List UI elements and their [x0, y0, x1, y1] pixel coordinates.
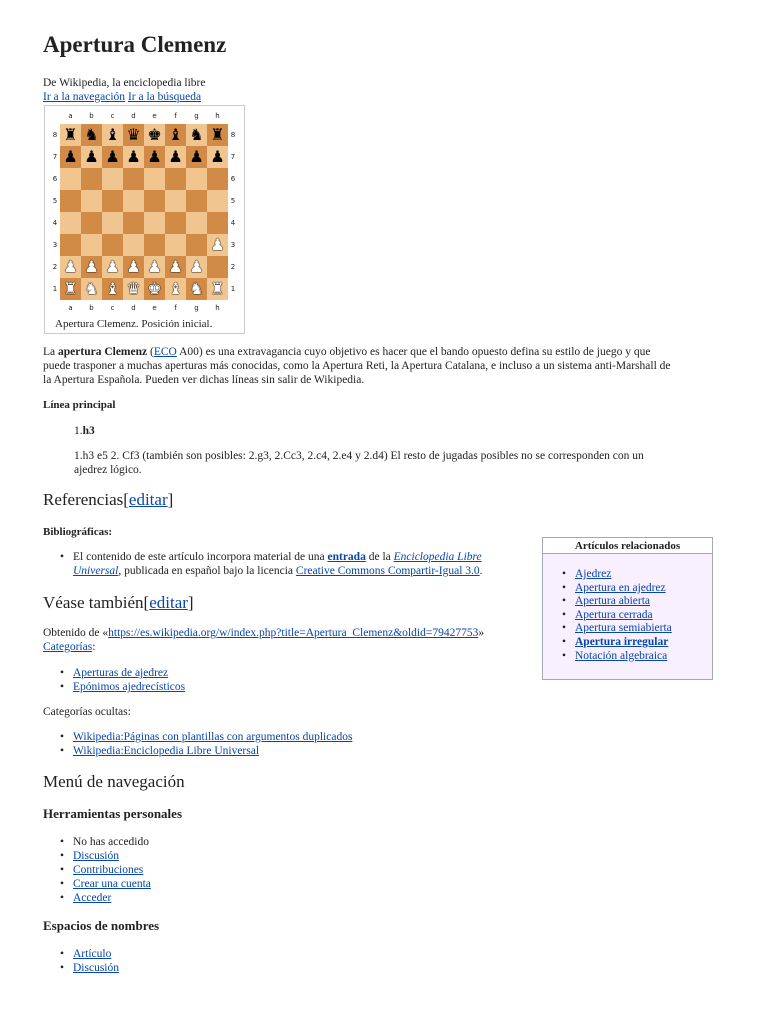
- list-item: • El contenido de este artículo incorpora material de una entrada de la Enciclopedia Libre: [43, 550, 533, 564]
- list-item: [545, 582, 672, 596]
- file-label: h: [215, 112, 220, 120]
- namespace-link[interactable]: Discusión: [73, 962, 119, 974]
- square-g1: [186, 278, 207, 300]
- white-pawn-icon: ♟: [189, 257, 204, 276]
- square-e5: [144, 190, 165, 212]
- article-subject: apertura Clemenz: [58, 346, 148, 358]
- personal-tools-list: [43, 835, 151, 905]
- black-pawn-icon: ♟: [105, 147, 120, 166]
- rank-label: 6: [52, 175, 58, 183]
- white-pawn-icon: ♟: [105, 257, 120, 276]
- related-article-link[interactable]: Notación algebraica: [575, 649, 668, 662]
- jump-search-link[interactable]: Ir a la búsqueda: [127, 91, 202, 103]
- line-desc-1: 1.h3 e5 2. Cf3 (también son posibles: 2.g3, 2.Cc3, 2.c4, 2.e4 y 2.d4) El resto de jugadas posibles no se corresponden con un: [74, 450, 644, 462]
- list-item: [545, 650, 672, 664]
- black-knight-icon: ♞: [189, 125, 204, 144]
- list-item: [545, 595, 672, 609]
- related-articles-box: [542, 537, 713, 680]
- file-label: a: [68, 112, 73, 120]
- rank-label: 1: [52, 285, 58, 293]
- namespaces-list: [43, 947, 119, 975]
- square-d7: [123, 146, 144, 168]
- file-label: g: [194, 112, 199, 120]
- linea-heading: Línea principal: [43, 399, 116, 411]
- rank-label: 7: [52, 153, 58, 161]
- hidden-category-link[interactable]: Wikipedia:Páginas con plantillas con argumentos duplicados: [73, 731, 353, 743]
- category-link[interactable]: Aperturas de ajedrez: [73, 667, 169, 679]
- white-pawn-icon: ♟: [168, 257, 183, 276]
- square-d4: [123, 212, 144, 234]
- file-label: e: [152, 112, 157, 120]
- namespaces-heading: Espacios de nombres: [43, 918, 160, 933]
- square-a2: [60, 256, 81, 278]
- permalink[interactable]: https://es.wikipedia.org/w/index.php?title=Apertura_Clemenz&oldid=79427753: [108, 627, 479, 639]
- black-knight-icon: ♞: [84, 125, 99, 144]
- eco-link[interactable]: ECO: [153, 346, 177, 358]
- list-item: [43, 877, 151, 891]
- black-pawn-icon: ♟: [63, 147, 78, 166]
- categories-list: [43, 666, 185, 694]
- square-b7: [81, 146, 102, 168]
- category-link[interactable]: Epónimos ajedrecísticos: [73, 681, 186, 693]
- namespace-link[interactable]: Artículo: [73, 948, 112, 960]
- square-h1: [207, 278, 228, 300]
- square-a3: [60, 234, 81, 256]
- white-pawn-icon: ♟: [63, 257, 78, 276]
- white-queen-icon: ♛: [126, 279, 141, 298]
- file-label: c: [110, 304, 115, 312]
- personal-tool-link[interactable]: Discusión: [73, 850, 119, 862]
- rank-label: 3: [52, 241, 58, 249]
- square-d3: [123, 234, 144, 256]
- black-pawn-icon: ♟: [210, 147, 225, 166]
- file-label: f: [174, 112, 177, 120]
- square-b5: [81, 190, 102, 212]
- white-knight-icon: ♞: [189, 279, 204, 298]
- related-list: [545, 568, 672, 663]
- white-rook-icon: ♜: [63, 279, 78, 298]
- personal-tool-link[interactable]: Acceder: [73, 892, 112, 904]
- related-article-link[interactable]: Apertura en ajedrez: [575, 581, 666, 594]
- site-subtitle: De Wikipedia, la enciclopedia libre: [43, 77, 206, 89]
- rank-label: 3: [230, 241, 236, 249]
- black-bishop-icon: ♝: [168, 125, 183, 144]
- square-h6: [207, 168, 228, 190]
- categories-label: Categorías:: [43, 641, 96, 653]
- file-label: e: [152, 304, 157, 312]
- square-g8: [186, 124, 207, 146]
- personal-tools-heading: Herramientas personales: [43, 806, 183, 821]
- file-label: d: [131, 304, 136, 312]
- list-item: [43, 891, 151, 905]
- white-rook-icon: ♜: [210, 279, 225, 298]
- edit-referencias-link[interactable]: editar: [128, 490, 168, 509]
- square-c3: [102, 234, 123, 256]
- black-rook-icon: ♜: [210, 125, 225, 144]
- list-item: [545, 568, 672, 582]
- intro-line-3: la Apertura Española. Pueden ver dichas líneas sin salir de Wikipedia.: [43, 374, 365, 386]
- enciclopedia-link-2[interactable]: Universal: [73, 565, 119, 577]
- square-f2: [165, 256, 186, 278]
- square-e8: [144, 124, 165, 146]
- biblio-line-2: Universal, publicada en español bajo la licencia Creative Commons Compartir-Igual 3.0.: [73, 565, 483, 577]
- square-h4: [207, 212, 228, 234]
- list-item: [43, 744, 352, 758]
- square-h7: [207, 146, 228, 168]
- square-a7: [60, 146, 81, 168]
- white-pawn-icon: ♟: [126, 257, 141, 276]
- square-a6: [60, 168, 81, 190]
- list-item: [43, 680, 185, 694]
- square-g5: [186, 190, 207, 212]
- list-item: [43, 961, 119, 975]
- square-g2: [186, 256, 207, 278]
- square-b1: [81, 278, 102, 300]
- square-f4: [165, 212, 186, 234]
- entrada-link[interactable]: entrada: [327, 551, 366, 563]
- file-label: g: [194, 304, 199, 312]
- black-pawn-icon: ♟: [126, 147, 141, 166]
- square-d1: [123, 278, 144, 300]
- black-queen-icon: ♛: [126, 125, 141, 144]
- square-c4: [102, 212, 123, 234]
- file-labels-top: [60, 112, 228, 122]
- black-pawn-icon: ♟: [189, 147, 204, 166]
- intro-line-1: La apertura Clemenz (ECO A00) es una extravagancia cuyo objetivo es hacer que el bando opuesto defina su estilo de juego y que: [43, 346, 651, 358]
- hidden-categories-list: [43, 730, 352, 758]
- square-d6: [123, 168, 144, 190]
- black-rook-icon: ♜: [63, 125, 78, 144]
- square-e6: [144, 168, 165, 190]
- referencias-heading: Referencias[editar]: [43, 490, 174, 509]
- square-b2: [81, 256, 102, 278]
- related-article-link[interactable]: Apertura cerrada: [575, 608, 653, 621]
- square-g6: [186, 168, 207, 190]
- rank-label: 8: [230, 131, 236, 139]
- file-label: d: [131, 112, 136, 120]
- square-c5: [102, 190, 123, 212]
- list-item: [545, 622, 672, 636]
- white-pawn-icon: ♟: [84, 257, 99, 276]
- file-label: b: [89, 304, 94, 312]
- square-b8: [81, 124, 102, 146]
- rank-label: 5: [52, 197, 58, 205]
- square-c2: [102, 256, 123, 278]
- square-a1: [60, 278, 81, 300]
- figure-caption: Apertura Clemenz. Posición inicial.: [55, 318, 213, 330]
- square-c8: [102, 124, 123, 146]
- square-b6: [81, 168, 102, 190]
- line-desc-2: ajedrez lógico.: [74, 464, 142, 476]
- square-f6: [165, 168, 186, 190]
- not-logged-in: No has accedido: [73, 836, 149, 848]
- rank-label: 2: [52, 263, 58, 271]
- black-pawn-icon: ♟: [84, 147, 99, 166]
- list-item: [43, 947, 119, 961]
- white-bishop-icon: ♝: [105, 279, 120, 298]
- biblio-label: Bibliográficas:: [43, 526, 113, 538]
- square-g4: [186, 212, 207, 234]
- square-a5: [60, 190, 81, 212]
- square-e2: [144, 256, 165, 278]
- square-b3: [81, 234, 102, 256]
- rank-label: 8: [52, 131, 58, 139]
- personal-tool-link[interactable]: Crear una cuenta: [73, 878, 151, 890]
- jump-links: [43, 91, 201, 103]
- rank-label: 6: [230, 175, 236, 183]
- square-a8: [60, 124, 81, 146]
- square-e3: [144, 234, 165, 256]
- square-d2: [123, 256, 144, 278]
- license-link[interactable]: Creative Commons Compartir-Igual 3.0: [295, 565, 480, 577]
- square-c6: [102, 168, 123, 190]
- white-bishop-icon: ♝: [168, 279, 183, 298]
- square-h8: [207, 124, 228, 146]
- main-move: 1.h3: [74, 425, 95, 437]
- square-e7: [144, 146, 165, 168]
- square-e4: [144, 212, 165, 234]
- rank-label: 2: [230, 263, 236, 271]
- hidden-categories-label: Categorías ocultas:: [43, 706, 131, 718]
- rank-label: 7: [230, 153, 236, 161]
- file-label: a: [68, 304, 73, 312]
- square-b4: [81, 212, 102, 234]
- hidden-category-link[interactable]: Wikipedia:Enciclopedia Libre Universal: [73, 745, 260, 757]
- black-king-icon: ♚: [147, 125, 162, 144]
- rank-label: 4: [230, 219, 236, 227]
- square-a4: [60, 212, 81, 234]
- square-h2: [207, 256, 228, 278]
- related-article-link[interactable]: Apertura abierta: [575, 595, 651, 608]
- white-knight-icon: ♞: [84, 279, 99, 298]
- rank-label: 4: [52, 219, 58, 227]
- personal-tool-link[interactable]: Contribuciones: [73, 864, 144, 876]
- list-item: [43, 835, 151, 849]
- obtenido-line: Obtenido de «https://es.wikipedia.org/w/index.php?title=Apertura_Clemenz&oldid=79427753»: [43, 627, 485, 639]
- square-f5: [165, 190, 186, 212]
- square-g7: [186, 146, 207, 168]
- page-title: Apertura Clemenz: [43, 32, 227, 57]
- related-article-link[interactable]: Apertura irregular: [575, 635, 669, 648]
- square-c7: [102, 146, 123, 168]
- related-article-link[interactable]: Ajedrez: [575, 568, 612, 580]
- black-pawn-icon: ♟: [168, 147, 183, 166]
- white-pawn-icon: ♟: [210, 235, 225, 254]
- white-king-icon: ♚: [147, 279, 162, 298]
- rank-labels-right: [227, 124, 239, 302]
- square-c1: [102, 278, 123, 300]
- square-d5: [123, 190, 144, 212]
- square-h5: [207, 190, 228, 212]
- jump-nav-link[interactable]: Ir a la navegación: [43, 91, 126, 103]
- rank-label: 5: [230, 197, 236, 205]
- nav-menu-heading: Menú de navegación: [43, 772, 185, 791]
- edit-vease-link[interactable]: editar: [149, 593, 188, 612]
- related-title: Artículos relacionados: [543, 538, 712, 554]
- square-h3: [207, 234, 228, 256]
- list-item: [545, 609, 672, 623]
- list-item: [43, 666, 185, 680]
- file-label: h: [215, 304, 220, 312]
- list-item: [43, 863, 151, 877]
- chessboard: [60, 124, 228, 302]
- square-f1: [165, 278, 186, 300]
- square-d8: [123, 124, 144, 146]
- black-bishop-icon: ♝: [105, 125, 120, 144]
- related-article-link[interactable]: Apertura semiabierta: [575, 622, 672, 635]
- square-g3: [186, 234, 207, 256]
- intro-line-2: puede trasponer a muchas aperturas más conocidas, como la Apertura Reti, la Apertura Catalana, e incluso a un sistema anti-Marshall de: [43, 360, 671, 372]
- file-label: f: [174, 304, 177, 312]
- list-item: [43, 849, 151, 863]
- file-label: b: [89, 112, 94, 120]
- square-f8: [165, 124, 186, 146]
- black-pawn-icon: ♟: [147, 147, 162, 166]
- vease-heading: Véase también[editar]: [43, 593, 194, 612]
- square-e1: [144, 278, 165, 300]
- square-f3: [165, 234, 186, 256]
- rank-label: 1: [230, 285, 236, 293]
- list-item: [43, 730, 352, 744]
- white-pawn-icon: ♟: [147, 257, 162, 276]
- categories-link[interactable]: Categorías: [43, 641, 93, 653]
- square-f7: [165, 146, 186, 168]
- list-item: [545, 636, 672, 650]
- biblio-list: [43, 550, 533, 564]
- enciclopedia-link[interactable]: Enciclopedia Libre: [393, 551, 482, 563]
- file-label: c: [110, 112, 115, 120]
- file-labels-bottom: [60, 304, 228, 314]
